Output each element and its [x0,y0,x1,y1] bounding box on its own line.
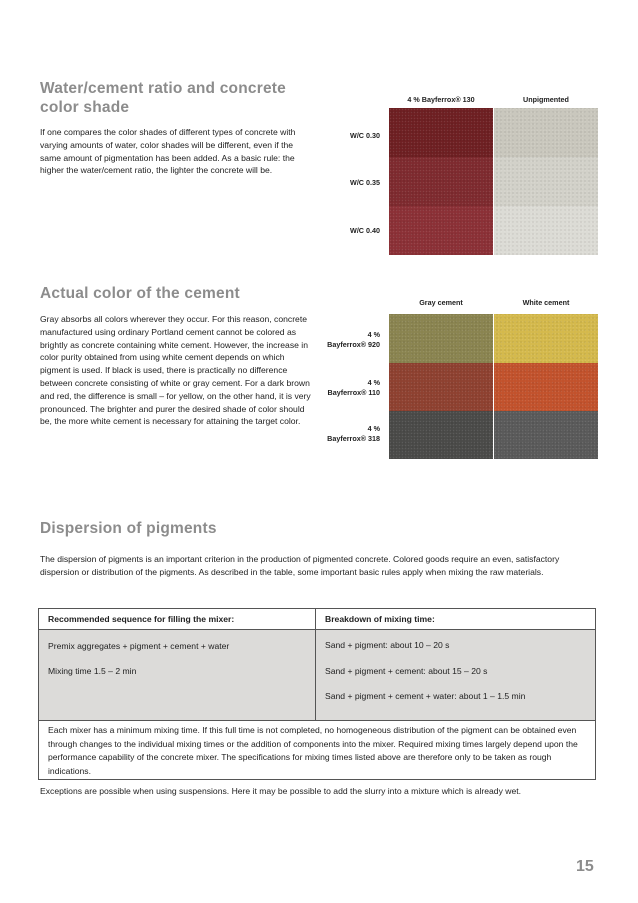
page-number: 15 [576,858,594,875]
table-footer-note: Each mixer has a minimum mixing time. If this full time is not completed, no homogeneous distribution of the pigment can be obtained even through changes to the individual mixing times or the addition of components into the mixer. Required mixing times largely depend upon the performance capability of the concrete mixer. The specifications for mixing times listed above are therefore only to be taken as rough indications. [39,720,595,779]
table-header-sequence: Recommended sequence for filling the mixer: [39,609,316,629]
swatch-white-cement-318 [494,411,598,459]
exceptions-note: Exceptions are possible when using suspensions. Here it may be possible to add the slurry into a mixture which is already wet. [40,786,522,796]
section-intro-dispersion: The dispersion of pigments is an important criterion in the production of pigmented concrete. Colored goods require an even, satisfactory dispersion or distribution of the pigments. As described in the table, some important basic rules apply when mixing the raw materials. [40,554,560,577]
row-label-wc-035: W/C 0.35 [350,178,380,187]
mixing-time-line: Sand + pigment: about 10 – 20 s [325,640,450,650]
sequence-line: Premix aggregates + pigment + cement + water [48,641,230,651]
table-cell-mixing-time [316,629,595,720]
section-title-dispersion: Dispersion of pigments [40,520,217,537]
mixing-time-line: Sand + pigment + cement: about 15 – 20 s [325,666,488,676]
row-label-wc-040: W/C 0.40 [350,226,380,235]
swatch-white-cement-920 [494,314,598,363]
table-header-mixing-time: Breakdown of mixing time: [316,609,595,629]
sequence-line: Mixing time 1.5 – 2 min [48,666,137,676]
swatch-unpigmented-wc-040 [494,206,598,255]
mixing-table [38,608,596,780]
swatch-unpigmented-wc-035 [494,157,598,206]
section-body-water-cement: If one compares the color shades of different types of concrete with varying amounts of water, color shades will be different, even if the same amount of pigmentation has been added. As a basic rule: the higher the water/cement ratio, the lighter the concrete will be. [40,127,296,176]
table-cell-sequence [39,629,316,720]
row-label-bayferrox-920: 4 % Bayferrox® 920 [327,330,380,349]
row-label-bayferrox-318: 4 % Bayferrox® 318 [327,424,380,443]
swatch-gray-cement-920 [389,314,493,363]
row-label-wc-030: W/C 0.30 [350,131,380,140]
swatch-pigmented-wc-040 [389,206,493,255]
section-title-actual-color: Actual color of the cement [40,285,240,302]
swatch-gray-cement-110 [389,363,493,411]
column-header-unpigmented: Unpigmented [523,95,569,104]
swatch-unpigmented-wc-030 [494,108,598,157]
swatch-white-cement-110 [494,363,598,411]
swatch-pigmented-wc-035 [389,157,493,206]
section-body-actual-color: Gray absorbs all colors wherever they occur. For this reason, concrete manufactured using ordinary Portland cement cannot be colored as brightly as concrete containing white cement. However, the increase in color purity obtained from using white cement depends on which pigment is used. If black is used, there is practically no difference between concrete consisting of white or gray cement. For a dark brown and red, the difference is small – for yellow, on the other hand, it is very pronounced. The brighter and purer the desired shade of color should be, the more white cement is necessary for attaining the target color. [40,314,311,427]
swatch-gray-cement-318 [389,411,493,459]
column-header-white-cement: White cement [522,298,570,307]
column-header-bayferrox-130: 4 % Bayferrox® 130 [407,95,475,104]
mixing-time-line: Sand + pigment + cement + water: about 1 – 1.5 min [325,691,526,701]
swatch-pigmented-wc-030 [389,108,493,157]
section-title-water-cement: Water/cement ratio and concrete color shade [40,80,286,116]
row-label-bayferrox-110: 4 % Bayferrox® 110 [327,378,380,397]
column-header-gray-cement: Gray cement [419,298,463,307]
